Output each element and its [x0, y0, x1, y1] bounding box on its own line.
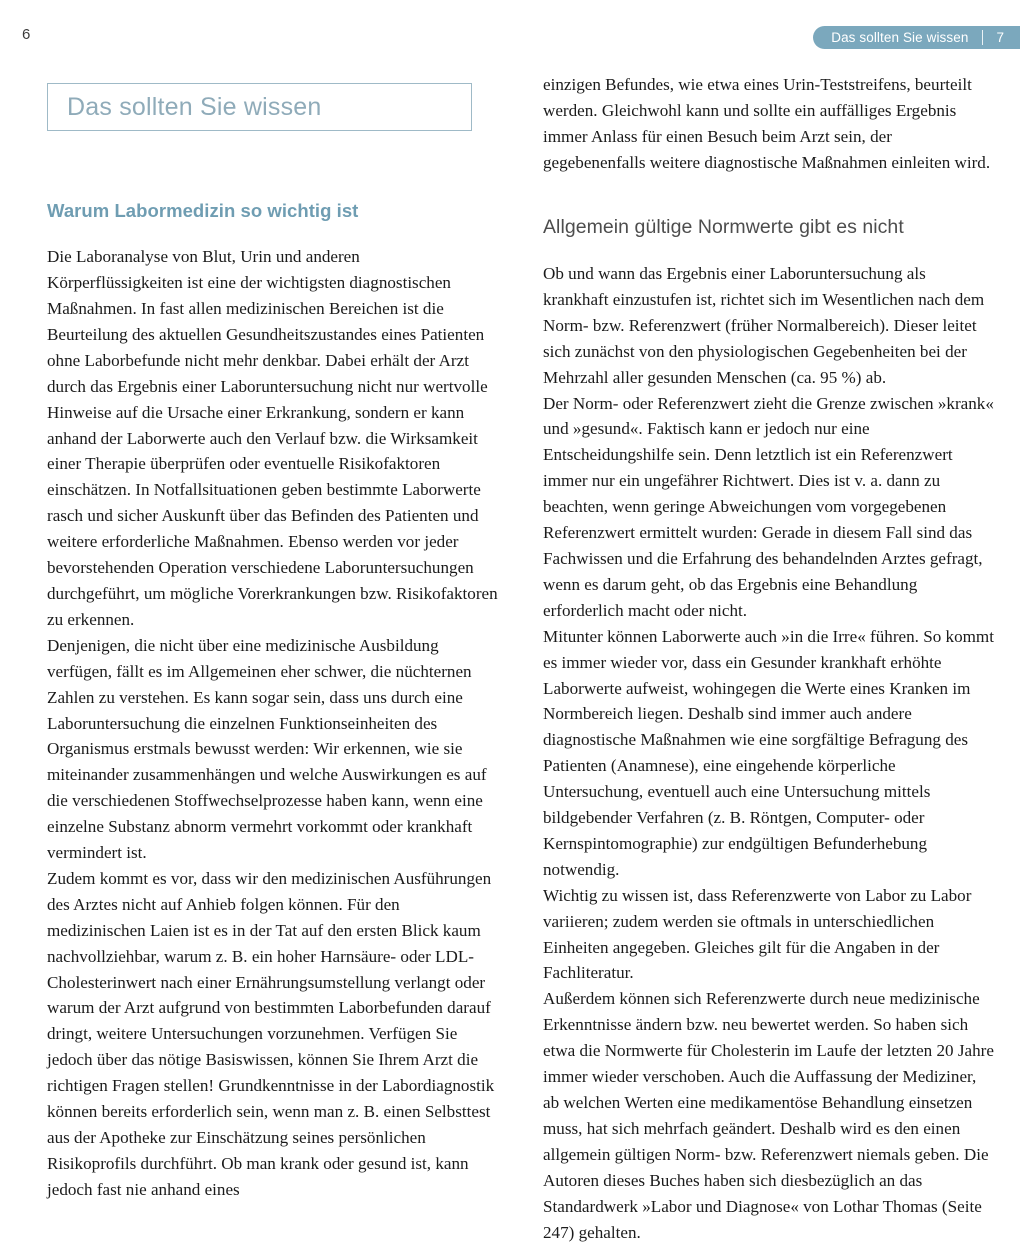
spacer: [47, 222, 499, 244]
paragraph: Wichtig zu wissen ist, dass Referenzwerte von Labor zu Labor variieren; zudem werden sie oftmals in unterschiedlichen Einheiten angegeben. Gleiches gilt für die Angaben in der Fachliteratur.: [543, 885, 972, 983]
page-number-right: 7: [996, 29, 1004, 45]
section-heading-normwerte: Allgemein gültige Normwerte gibt es nicht: [543, 215, 904, 238]
page-number-left: 6: [22, 26, 31, 43]
spacer: [543, 239, 995, 261]
spacer: [47, 131, 499, 200]
running-head-separator: [982, 30, 983, 45]
running-head: [0, 0, 1020, 58]
paragraph-continuation: einzigen Befundes, wie etwa eines Urin-Teststreifens, beurteilt werden. Gleichwohl kann und sollte ein auffälliges Ergebnis immer Anlass für einen Besuch beim Arzt sein, der gegebenenfalls weitere diagnostische Maßnahmen einleiten wird.: [543, 75, 991, 172]
chapter-title-box: [47, 83, 472, 131]
paragraph: Denjenigen, die nicht über eine medizinische Ausbildung verfügen, fällt es im Allgemeinen eher schwer, die nüchternen Zahlen zu verstehen. Es kann sogar sein, dass uns durch eine Laboruntersuchung die einzelnen Funktionseinheiten des Organismus erstmals bewusst werden: Wir erkennen, wie sie miteinander zusammenhängen und welche Auswirkungen es auf die verschiedenen Stoffwechselprozesse haben kann, wenn eine einzelne Substanz abnorm vermehrt vorkommt oder krankhaft vermindert ist.: [47, 635, 487, 863]
left-column: [47, 72, 499, 1203]
section-heading-labormedizin: Warum Labormedizin so wichtig ist: [47, 200, 359, 221]
paragraph: Der Norm- oder Referenzwert zieht die Grenze zwischen »krank« und »gesund«. Faktisch kann er jedoch nur eine Entscheidungshilfe sein. Denn letztlich ist ein Referenzwert immer nur ein ungefährer Richtwert. Dies ist v. a. dann zu beachten, wenn geringe Abweichungen vom vorgegebenen Referenzwert ermittelt wurden: Gerade in diesem Fall sind das Fachwissen und die Erfahrung des behandelnden Arztes gefragt, wenn es darum geht, ob das Ergebnis eine Behandlung erforderlich macht oder nicht.: [543, 393, 994, 620]
paragraph: Zudem kommt es vor, dass wir den medizinischen Ausführungen des Arztes nicht auf Anhieb folgen können. Für den medizinischen Laien ist es in der Tat auf den ersten Blick kaum nachvollziehbar, warum z. B. ein hoher Harnsäure- oder LDL-Cholesterinwert nach einer Ernährungsumstellung verlangt oder warum der Arzt aufgrund von bestimmten Laborbefunden darauf dringt, weitere Untersuchungen vorzunehmen. Verfügen Sie jedoch über das nötige Basiswissen, können Sie Ihrem Arzt die richtigen Fragen stellen! Grundkenntnisse in der Labordiagnostik können bereits erforderlich sein, wenn man z. B. einen Selbsttest aus der Apotheke zur Einschätzung seines persönlichen Risikoprofils durchführt. Ob man krank oder gesund ist, kann jedoch fast nie anhand eines: [47, 868, 495, 1199]
paragraph: Die Laboranalyse von Blut, Urin und anderen Körperflüssigkeiten ist eine der wichtigsten diagnostischen Maßnahmen. In fast allen medizinischen Bereichen ist die Beurteilung des aktuellen Gesundheitszustandes eines Patienten ohne Laborbefunde nicht mehr denkbar. Dabei erhält der Arzt durch das Ergebnis einer Laboruntersuchung nicht nur wertvolle Hinweise auf die Ursache einer Erkrankung, sondern er kann anhand der Laborwerte auch den Verlauf bzw. die Wirksamkeit einer Therapie überprüfen oder eventuelle Risikofaktoren einschätzen. In Notfallsituationen geben bestimmte Laborwerte rasch und sicher Auskunft über das Befinden des Patienten und weitere erforderliche Maßnahmen. Ebenso werden vor jeder bevorstehenden Operation verschiedene Laboruntersuchungen durchgeführt, um mögliche Vorerkrankungen bzw. Risikofaktoren zu erkennen.: [47, 247, 498, 629]
running-head-chapter-title: Das sollten Sie wissen: [831, 29, 969, 45]
spacer: [543, 176, 995, 216]
paragraph: Mitunter können Laborwerte auch »in die Irre« führen. So kommt es immer wieder vor, dass ein Gesunder krankhaft erhöhte Laborwerte aufweist, wohingegen die Werte eines Kranken im Normbereich liegen. Deshalb sind immer auch andere diagnostische Maßnahmen wie eine sorgfältige Befragung des Patienten (Anamnese), eine eingehende körperliche Untersuchung, eventuell auch eine Untersuchung mittels bildgebender Verfahren (z. B. Röntgen, Computer- oder Kernspintomographie) zur endgültigen Befunderhebung notwendig.: [543, 626, 994, 879]
running-head-badge: [813, 26, 1020, 49]
paragraph: Ob und wann das Ergebnis einer Laboruntersuchung als krankhaft einzustufen ist, richtet sich im Wesentlichen nach dem Norm- bzw. Referenzwert (früher Normalbereich). Dieser leitet sich zunächst von den physiologischen Gegebenheiten bei der Mehrzahl aller gesunden Menschen (ca. 95 %) ab.: [543, 264, 985, 387]
paragraph: Außerdem können sich Referenzwerte durch neue medizinische Erkenntnisse ändern bzw. neu bewertet werden. So haben sich etwa die Normwerte für Cholesterin im Laufe der letzten 20 Jahre immer wieder verschoben. Auch die Auffassung der Mediziner, ab welchen Werten eine medikamentöse Behandlung einsetzen muss, hat sich mehrfach geändert. Deshalb wird es den einen allgemein gültigen Norm- bzw. Referenzwert niemals geben. Die Autoren dieses Buches haben sich diesbezüglich an das Standardwerk »Labor und Diagnose« von Lothar Thomas (Seite 247) gehalten.: [543, 989, 994, 1242]
chapter-title: Das sollten Sie wissen: [67, 92, 322, 121]
right-column: [543, 72, 995, 1245]
